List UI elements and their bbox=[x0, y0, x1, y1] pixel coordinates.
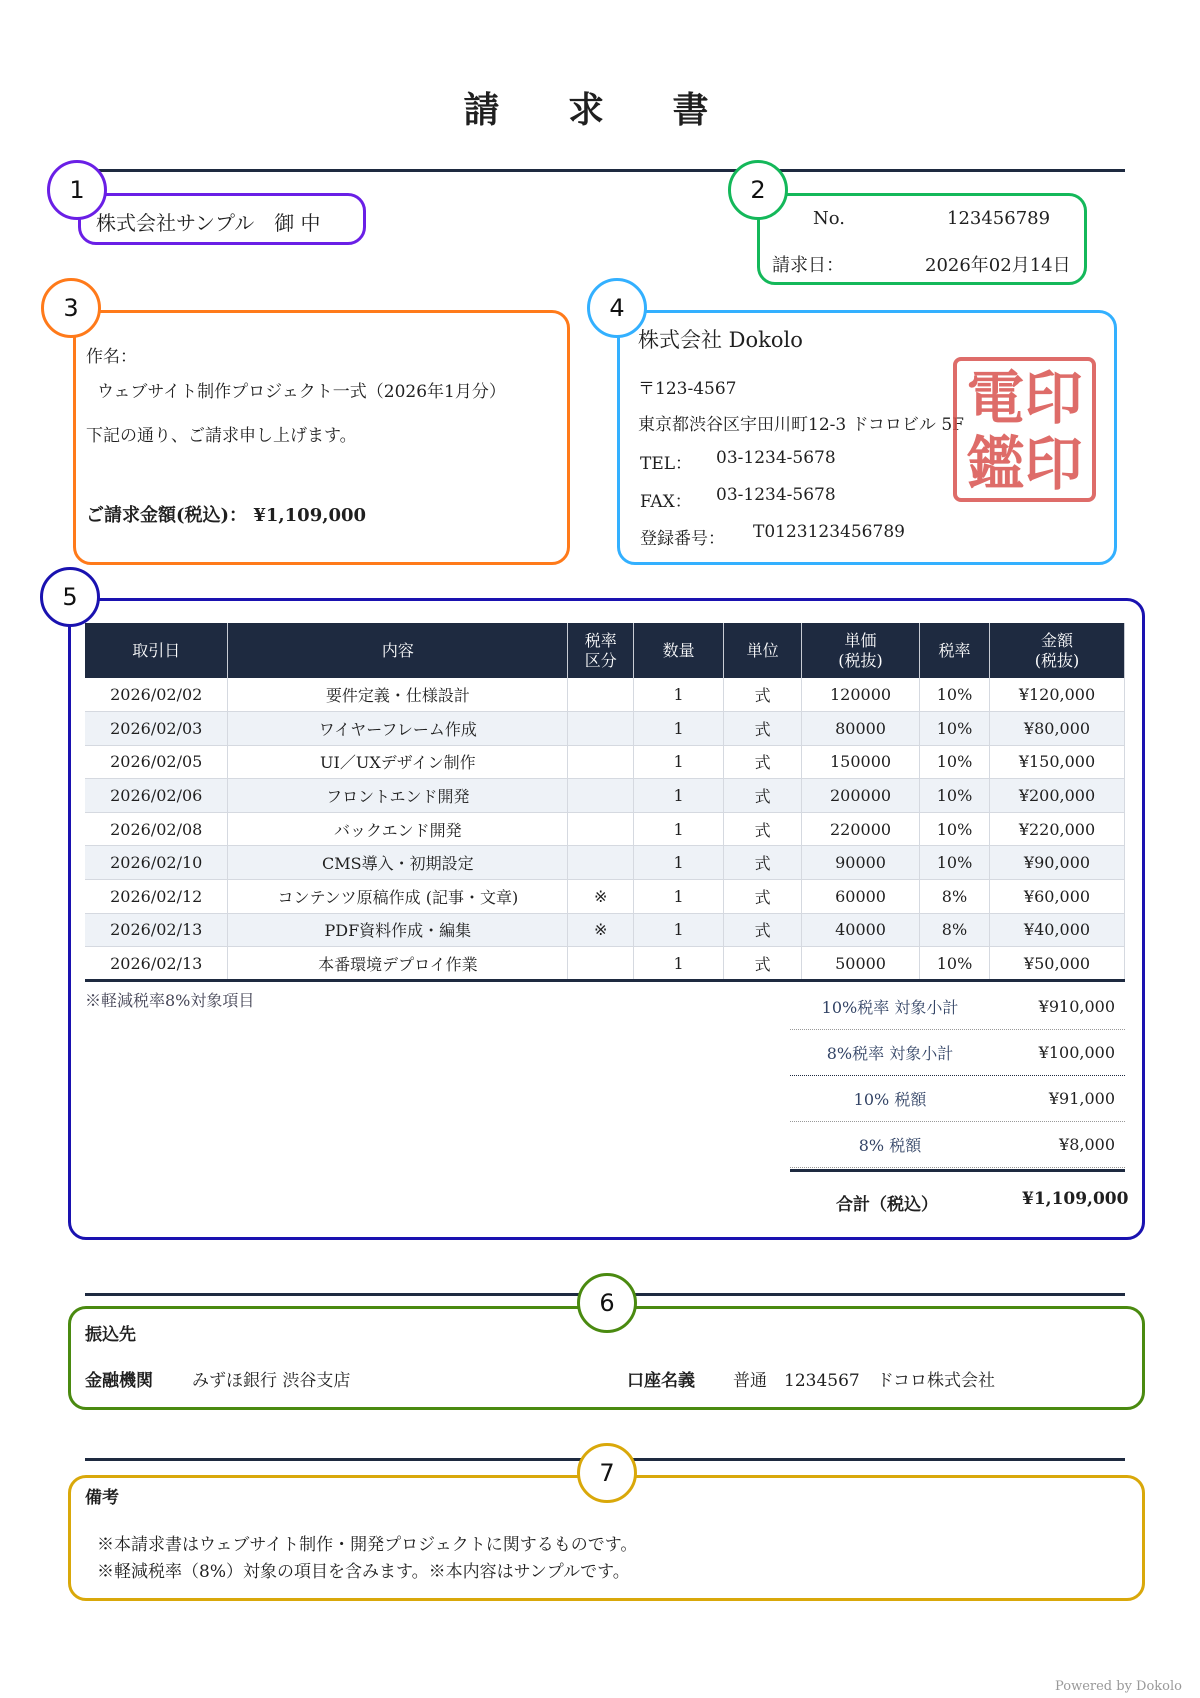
table-cell: 要件定義・仕様設計 bbox=[228, 678, 568, 712]
subtotal-row bbox=[790, 984, 1125, 1030]
table-cell bbox=[568, 678, 634, 712]
document-title: 請 求 書 bbox=[463, 89, 737, 131]
fax-label: FAX： bbox=[640, 492, 692, 512]
table-cell: 80000 bbox=[802, 712, 920, 746]
table-cell: ¥80,000 bbox=[989, 712, 1124, 746]
amount: ¥1,109,000 bbox=[253, 505, 367, 526]
table-cell: ¥200,000 bbox=[989, 779, 1124, 813]
subtotal-row bbox=[790, 1076, 1125, 1122]
invoice-date-label: 請求日： bbox=[772, 255, 844, 276]
table-cell: 2026/02/12 bbox=[85, 880, 228, 914]
table-cell: フロントエンド開発 bbox=[228, 779, 568, 813]
table-cell: 220000 bbox=[802, 812, 920, 846]
table-cell: 本番環境デプロイ作業 bbox=[228, 947, 568, 981]
table-cell: 150000 bbox=[802, 745, 920, 779]
reduced-tax-note: ※軽減税率8%対象項目 bbox=[85, 991, 255, 1010]
table-cell: 2026/02/06 bbox=[85, 779, 228, 813]
subtotal-value: ¥910,000 bbox=[1038, 997, 1115, 1016]
table-cell: 式 bbox=[724, 947, 802, 981]
table-cell: バックエンド開発 bbox=[228, 812, 568, 846]
table-cell: 10% bbox=[920, 812, 990, 846]
issuer-company: 株式会社 Dokolo bbox=[638, 328, 803, 352]
stamp-line: 鑑印 bbox=[966, 430, 1083, 498]
subject: ウェブサイト制作プロジェクト一式（2026年1月分） bbox=[97, 382, 506, 402]
table-cell: 2026/02/02 bbox=[85, 678, 228, 712]
marker-2: 2 bbox=[728, 160, 788, 220]
subtotal-row bbox=[790, 1122, 1125, 1168]
fax: 03-1234-5678 bbox=[716, 485, 836, 505]
table-row bbox=[85, 913, 1125, 947]
amount-line bbox=[86, 501, 366, 527]
table-cell: 2026/02/10 bbox=[85, 846, 228, 880]
table-cell: 2026/02/13 bbox=[85, 913, 228, 947]
table-row bbox=[85, 745, 1125, 779]
company-seal-stamp bbox=[953, 357, 1096, 502]
divider bbox=[85, 169, 1125, 172]
table-cell: ¥50,000 bbox=[989, 947, 1124, 981]
marker-4: 4 bbox=[587, 278, 647, 338]
column-header: 単位 bbox=[724, 623, 802, 678]
table-row bbox=[85, 880, 1125, 914]
table-cell: 1 bbox=[634, 779, 724, 813]
marker-5: 5 bbox=[40, 567, 100, 627]
message: 下記の通り、ご請求申し上げます。 bbox=[86, 426, 357, 446]
marker-6: 6 bbox=[577, 1273, 637, 1333]
table-cell: 式 bbox=[724, 712, 802, 746]
marker-7: 7 bbox=[577, 1443, 637, 1503]
powered-by: Powered by Dokolo bbox=[1055, 1679, 1182, 1694]
table-cell: PDF資料作成・編集 bbox=[228, 913, 568, 947]
line-items-table bbox=[85, 623, 1125, 982]
table-cell: 1 bbox=[634, 880, 724, 914]
account: 普通 1234567 ドコロ株式会社 bbox=[733, 1371, 996, 1391]
reg-label: 登録番号： bbox=[640, 529, 725, 549]
table-cell: ¥150,000 bbox=[989, 745, 1124, 779]
subtotal-value: ¥8,000 bbox=[1059, 1135, 1115, 1154]
column-header: 金額 (税抜) bbox=[989, 623, 1124, 678]
table-cell: UI／UXデザイン制作 bbox=[228, 745, 568, 779]
table-cell: 10% bbox=[920, 846, 990, 880]
table-cell: 1 bbox=[634, 812, 724, 846]
table-cell: 120000 bbox=[802, 678, 920, 712]
remark-line: ※軽減税率（8%）対象の項目を含みます。※本内容はサンプルです。 bbox=[97, 1562, 630, 1582]
subtotal-row bbox=[790, 1030, 1125, 1076]
invoice-no-label: No. bbox=[813, 208, 845, 229]
table-cell: 10% bbox=[920, 779, 990, 813]
table-cell: 式 bbox=[724, 880, 802, 914]
table-cell: 10% bbox=[920, 678, 990, 712]
table-cell: 2026/02/03 bbox=[85, 712, 228, 746]
table-cell: 200000 bbox=[802, 779, 920, 813]
issuer-postal: 〒123-4567 bbox=[638, 379, 737, 399]
table-cell: ※ bbox=[568, 913, 634, 947]
column-header: 税率 bbox=[920, 623, 990, 678]
table-row bbox=[85, 846, 1125, 880]
table-cell bbox=[568, 779, 634, 813]
grand-total-label: 合計（税込） bbox=[836, 1195, 938, 1215]
table-cell: ※ bbox=[568, 880, 634, 914]
divider bbox=[790, 1169, 1125, 1172]
marker-1: 1 bbox=[47, 160, 107, 220]
table-cell: 1 bbox=[634, 913, 724, 947]
recipient-name: 株式会社サンプル 御 中 bbox=[96, 211, 321, 235]
table-cell bbox=[568, 947, 634, 981]
table-cell: 式 bbox=[724, 678, 802, 712]
table-cell: 60000 bbox=[802, 880, 920, 914]
issuer-address: 東京都渋谷区宇田川町12-3 ドコロビル 5F bbox=[638, 415, 964, 435]
column-header: 単価 (税抜) bbox=[802, 623, 920, 678]
table-cell: 1 bbox=[634, 712, 724, 746]
table-cell: 式 bbox=[724, 846, 802, 880]
bank-heading: 振込先 bbox=[85, 1325, 136, 1345]
table-cell: 50000 bbox=[802, 947, 920, 981]
table-cell: ¥60,000 bbox=[989, 880, 1124, 914]
table-cell: ¥40,000 bbox=[989, 913, 1124, 947]
institution: みずほ銀行 渋谷支店 bbox=[192, 1371, 351, 1391]
table-cell: 8% bbox=[920, 880, 990, 914]
subtotal-label: 8%税率 対象小計 bbox=[826, 1044, 954, 1063]
subtotal-label: 10%税率 対象小計 bbox=[821, 998, 959, 1017]
table-cell: 2026/02/13 bbox=[85, 947, 228, 981]
remark-line: ※本請求書はウェブサイト制作・開発プロジェクトに関するものです。 bbox=[97, 1535, 638, 1555]
table-row bbox=[85, 712, 1125, 746]
table-row bbox=[85, 947, 1125, 981]
remarks-heading: 備考 bbox=[85, 1488, 119, 1508]
table-cell bbox=[568, 712, 634, 746]
marker-3: 3 bbox=[41, 278, 101, 338]
column-header: 税率 区分 bbox=[568, 623, 634, 678]
table-cell: 8% bbox=[920, 913, 990, 947]
table-cell: CMS導入・初期設定 bbox=[228, 846, 568, 880]
table-cell: 1 bbox=[634, 846, 724, 880]
invoice-date: 2026年02月14日 bbox=[925, 255, 1071, 276]
table-row bbox=[85, 812, 1125, 846]
table-cell: 40000 bbox=[802, 913, 920, 947]
table-cell: ¥120,000 bbox=[989, 678, 1124, 712]
column-header: 数量 bbox=[634, 623, 724, 678]
subtotal-value: ¥100,000 bbox=[1038, 1043, 1115, 1062]
table-cell: 10% bbox=[920, 745, 990, 779]
table-row bbox=[85, 779, 1125, 813]
table-cell: 2026/02/05 bbox=[85, 745, 228, 779]
institution-label: 金融機関 bbox=[85, 1371, 153, 1391]
table-cell: 式 bbox=[724, 812, 802, 846]
table-cell: 1 bbox=[634, 678, 724, 712]
table-cell: ワイヤーフレーム作成 bbox=[228, 712, 568, 746]
table-cell: ¥220,000 bbox=[989, 812, 1124, 846]
invoice-no: 123456789 bbox=[947, 208, 1051, 229]
table-cell bbox=[568, 812, 634, 846]
table-cell: 式 bbox=[724, 745, 802, 779]
subtotal-label: 8% 税額 bbox=[858, 1136, 922, 1155]
subtotal-value: ¥91,000 bbox=[1048, 1089, 1115, 1108]
table-cell: 10% bbox=[920, 712, 990, 746]
table-cell: 1 bbox=[634, 745, 724, 779]
subject-label: 作名： bbox=[86, 347, 137, 367]
column-header: 内容 bbox=[228, 623, 568, 678]
table-cell: 90000 bbox=[802, 846, 920, 880]
column-header: 取引日 bbox=[85, 623, 228, 678]
table-cell: 式 bbox=[724, 779, 802, 813]
stamp-line: 電印 bbox=[966, 364, 1083, 432]
table-cell bbox=[568, 846, 634, 880]
table-row bbox=[85, 678, 1125, 712]
table-cell: 式 bbox=[724, 913, 802, 947]
table-cell bbox=[568, 745, 634, 779]
table-cell: コンテンツ原稿作成 (記事・文章) bbox=[228, 880, 568, 914]
totals-summary bbox=[790, 984, 1125, 1168]
tel: 03-1234-5678 bbox=[716, 448, 836, 468]
grand-total-value: ¥1,109,000 bbox=[1022, 1189, 1129, 1209]
tel-label: TEL： bbox=[640, 454, 693, 474]
table-cell: 2026/02/08 bbox=[85, 812, 228, 846]
table-cell: 1 bbox=[634, 947, 724, 981]
table-cell: ¥90,000 bbox=[989, 846, 1124, 880]
reg-number: T0123123456789 bbox=[753, 522, 905, 542]
amount-label: ご請求金額(税込)： bbox=[86, 505, 248, 526]
table-cell: 10% bbox=[920, 947, 990, 981]
subtotal-label: 10% 税額 bbox=[853, 1090, 927, 1109]
account-label: 口座名義 bbox=[627, 1371, 695, 1391]
